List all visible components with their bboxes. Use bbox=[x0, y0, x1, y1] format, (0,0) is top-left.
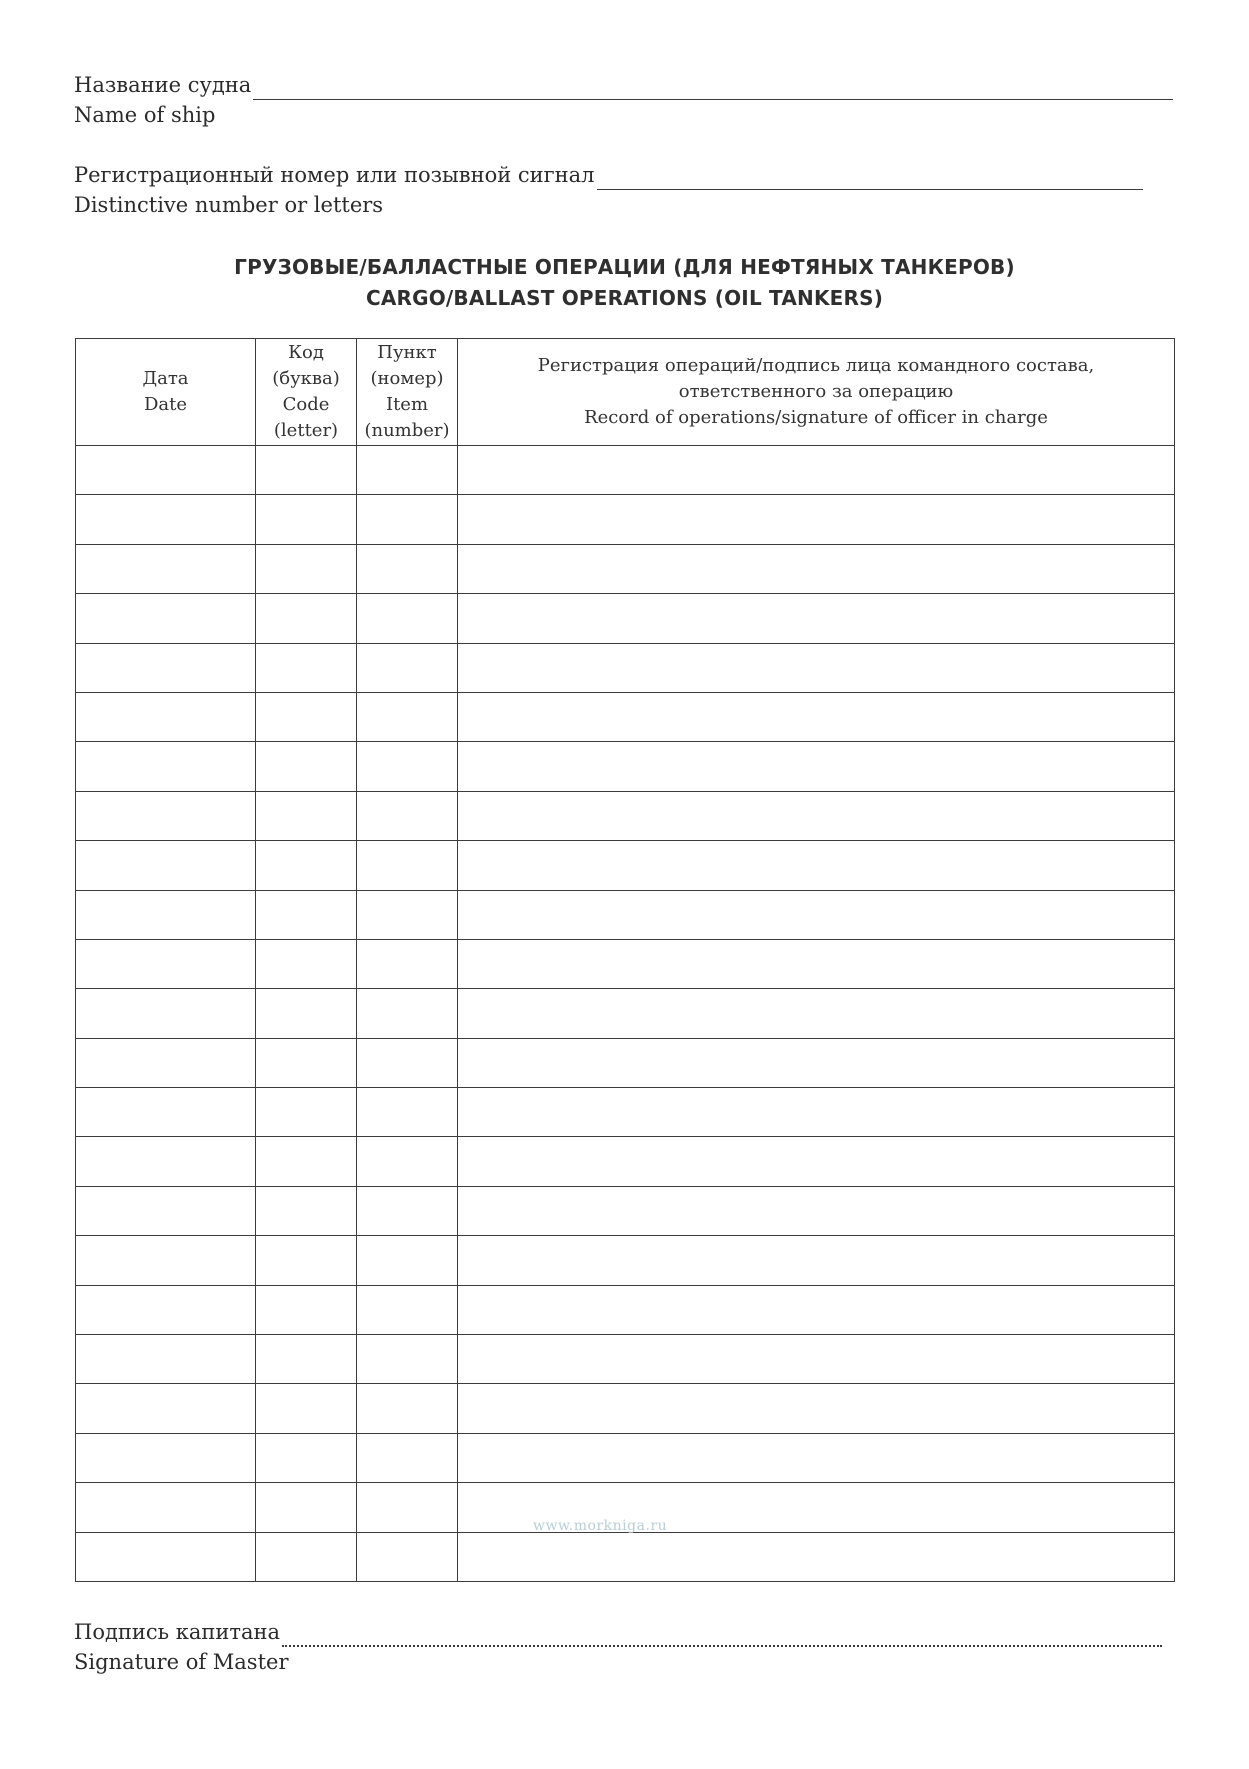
ship-name-label-ru: Название судна bbox=[74, 73, 252, 97]
item-cell[interactable] bbox=[357, 1137, 458, 1186]
code-cell[interactable] bbox=[256, 1384, 357, 1433]
item-cell[interactable] bbox=[357, 1285, 458, 1334]
record-cell[interactable] bbox=[458, 1236, 1175, 1285]
date-cell[interactable] bbox=[76, 692, 256, 741]
table-row bbox=[76, 495, 1175, 544]
ship-name-input-line[interactable] bbox=[253, 77, 1173, 100]
date-cell[interactable] bbox=[76, 1285, 256, 1334]
record-cell[interactable] bbox=[458, 544, 1175, 593]
date-cell[interactable] bbox=[76, 890, 256, 939]
record-cell[interactable] bbox=[458, 495, 1175, 544]
date-cell[interactable] bbox=[76, 643, 256, 692]
code-cell[interactable] bbox=[256, 1186, 357, 1235]
code-cell[interactable] bbox=[256, 890, 357, 939]
item-cell[interactable] bbox=[357, 1088, 458, 1137]
record-cell[interactable] bbox=[458, 446, 1175, 495]
header-code: Код (буква) Code (letter) bbox=[256, 339, 357, 446]
table-row bbox=[76, 544, 1175, 593]
code-cell[interactable] bbox=[256, 1088, 357, 1137]
date-cell[interactable] bbox=[76, 544, 256, 593]
item-cell[interactable] bbox=[357, 841, 458, 890]
code-cell[interactable] bbox=[256, 1335, 357, 1384]
header-date: Дата Date bbox=[76, 339, 256, 446]
item-cell[interactable] bbox=[357, 495, 458, 544]
signature-input-line[interactable] bbox=[282, 1624, 1162, 1647]
record-cell[interactable] bbox=[458, 1038, 1175, 1087]
record-cell[interactable] bbox=[458, 1384, 1175, 1433]
date-cell[interactable] bbox=[76, 1384, 256, 1433]
code-cell[interactable] bbox=[256, 841, 357, 890]
record-cell[interactable] bbox=[458, 1285, 1175, 1334]
table-row bbox=[76, 1038, 1175, 1087]
code-cell[interactable] bbox=[256, 643, 357, 692]
record-cell[interactable] bbox=[458, 1186, 1175, 1235]
item-cell[interactable] bbox=[357, 446, 458, 495]
date-cell[interactable] bbox=[76, 1335, 256, 1384]
operations-log-table bbox=[75, 338, 1175, 1582]
form-title bbox=[0, 252, 1249, 314]
title-en: CARGO/BALLAST OPERATIONS (OIL TANKERS) bbox=[365, 286, 884, 310]
signature-label-ru: Подпись капитана bbox=[74, 1620, 281, 1644]
item-cell[interactable] bbox=[357, 594, 458, 643]
ship-name-field bbox=[74, 70, 1173, 130]
item-cell[interactable] bbox=[357, 939, 458, 988]
table-body bbox=[76, 446, 1175, 1582]
table-header-row bbox=[76, 339, 1175, 446]
code-cell[interactable] bbox=[256, 742, 357, 791]
item-cell[interactable] bbox=[357, 1186, 458, 1235]
record-cell[interactable] bbox=[458, 643, 1175, 692]
table-row bbox=[76, 692, 1175, 741]
date-cell[interactable] bbox=[76, 1038, 256, 1087]
registration-label-en: Distinctive number or letters bbox=[74, 193, 384, 217]
header-item: Пункт (номер) Item (number) bbox=[357, 339, 458, 446]
table-row bbox=[76, 1532, 1175, 1581]
code-cell[interactable] bbox=[256, 1532, 357, 1581]
record-cell[interactable] bbox=[458, 1088, 1175, 1137]
date-cell[interactable] bbox=[76, 841, 256, 890]
table-row bbox=[76, 989, 1175, 1038]
item-cell[interactable] bbox=[357, 1236, 458, 1285]
record-cell[interactable] bbox=[458, 939, 1175, 988]
record-cell[interactable] bbox=[458, 890, 1175, 939]
item-cell[interactable] bbox=[357, 1335, 458, 1384]
record-cell[interactable] bbox=[458, 1433, 1175, 1482]
signature-label-en: Signature of Master bbox=[74, 1650, 289, 1674]
date-cell[interactable] bbox=[76, 989, 256, 1038]
date-cell[interactable] bbox=[76, 446, 256, 495]
table-row bbox=[76, 1335, 1175, 1384]
item-cell[interactable] bbox=[357, 1532, 458, 1581]
date-cell[interactable] bbox=[76, 1236, 256, 1285]
item-cell[interactable] bbox=[357, 890, 458, 939]
code-cell[interactable] bbox=[256, 989, 357, 1038]
code-cell[interactable] bbox=[256, 939, 357, 988]
item-cell[interactable] bbox=[357, 742, 458, 791]
code-cell[interactable] bbox=[256, 594, 357, 643]
header-record: Регистрация операций/подпись лица командного состава, ответственного за операцию Record of operations/signature of officer in charge bbox=[458, 339, 1175, 446]
table-row bbox=[76, 1433, 1175, 1482]
code-cell[interactable] bbox=[256, 1433, 357, 1482]
table-row bbox=[76, 890, 1175, 939]
code-cell[interactable] bbox=[256, 791, 357, 840]
date-cell[interactable] bbox=[76, 594, 256, 643]
record-cell[interactable] bbox=[458, 1532, 1175, 1581]
item-cell[interactable] bbox=[357, 643, 458, 692]
item-cell[interactable] bbox=[357, 791, 458, 840]
code-cell[interactable] bbox=[256, 1483, 357, 1532]
table-row bbox=[76, 841, 1175, 890]
code-cell[interactable] bbox=[256, 1236, 357, 1285]
registration-input-line[interactable] bbox=[597, 167, 1143, 190]
record-cell[interactable] bbox=[458, 841, 1175, 890]
date-cell[interactable] bbox=[76, 791, 256, 840]
item-cell[interactable] bbox=[357, 1433, 458, 1482]
record-cell[interactable] bbox=[458, 1137, 1175, 1186]
code-cell[interactable] bbox=[256, 544, 357, 593]
record-cell[interactable] bbox=[458, 791, 1175, 840]
date-cell[interactable] bbox=[76, 939, 256, 988]
table-row bbox=[76, 446, 1175, 495]
record-cell[interactable] bbox=[458, 1335, 1175, 1384]
item-cell[interactable] bbox=[357, 1483, 458, 1532]
date-cell[interactable] bbox=[76, 1532, 256, 1581]
table-row bbox=[76, 1088, 1175, 1137]
table-row bbox=[76, 791, 1175, 840]
table-row bbox=[76, 1285, 1175, 1334]
code-cell[interactable] bbox=[256, 495, 357, 544]
item-cell[interactable] bbox=[357, 1384, 458, 1433]
table-row bbox=[76, 1384, 1175, 1433]
record-cell[interactable] bbox=[458, 989, 1175, 1038]
master-signature-field bbox=[74, 1617, 1162, 1677]
code-cell[interactable] bbox=[256, 1137, 357, 1186]
record-cell[interactable] bbox=[458, 742, 1175, 791]
code-cell[interactable] bbox=[256, 446, 357, 495]
date-cell[interactable] bbox=[76, 1137, 256, 1186]
table-row bbox=[76, 742, 1175, 791]
date-cell[interactable] bbox=[76, 1433, 256, 1482]
date-cell[interactable] bbox=[76, 1088, 256, 1137]
code-cell[interactable] bbox=[256, 1285, 357, 1334]
date-cell[interactable] bbox=[76, 1483, 256, 1532]
table-row bbox=[76, 939, 1175, 988]
table-row bbox=[76, 594, 1175, 643]
code-cell[interactable] bbox=[256, 1038, 357, 1087]
table-row bbox=[76, 643, 1175, 692]
code-cell[interactable] bbox=[256, 692, 357, 741]
date-cell[interactable] bbox=[76, 742, 256, 791]
ship-name-label-en: Name of ship bbox=[74, 103, 216, 127]
record-cell[interactable] bbox=[458, 594, 1175, 643]
date-cell[interactable] bbox=[76, 495, 256, 544]
watermark: www.morkniga.ru bbox=[533, 1518, 668, 1534]
table-row bbox=[76, 1137, 1175, 1186]
title-ru: ГРУЗОВЫЕ/БАЛЛАСТНЫЕ ОПЕРАЦИИ (ДЛЯ НЕФТЯНЫХ ТАНКЕРОВ) bbox=[234, 255, 1015, 279]
item-cell[interactable] bbox=[357, 1038, 458, 1087]
item-cell[interactable] bbox=[357, 544, 458, 593]
registration-field bbox=[74, 160, 1143, 220]
table-row bbox=[76, 1186, 1175, 1235]
item-cell[interactable] bbox=[357, 989, 458, 1038]
registration-label-ru: Регистрационный номер или позывной сигнал bbox=[74, 163, 595, 187]
table-row bbox=[76, 1236, 1175, 1285]
item-cell[interactable] bbox=[357, 692, 458, 741]
record-cell[interactable] bbox=[458, 692, 1175, 741]
date-cell[interactable] bbox=[76, 1186, 256, 1235]
